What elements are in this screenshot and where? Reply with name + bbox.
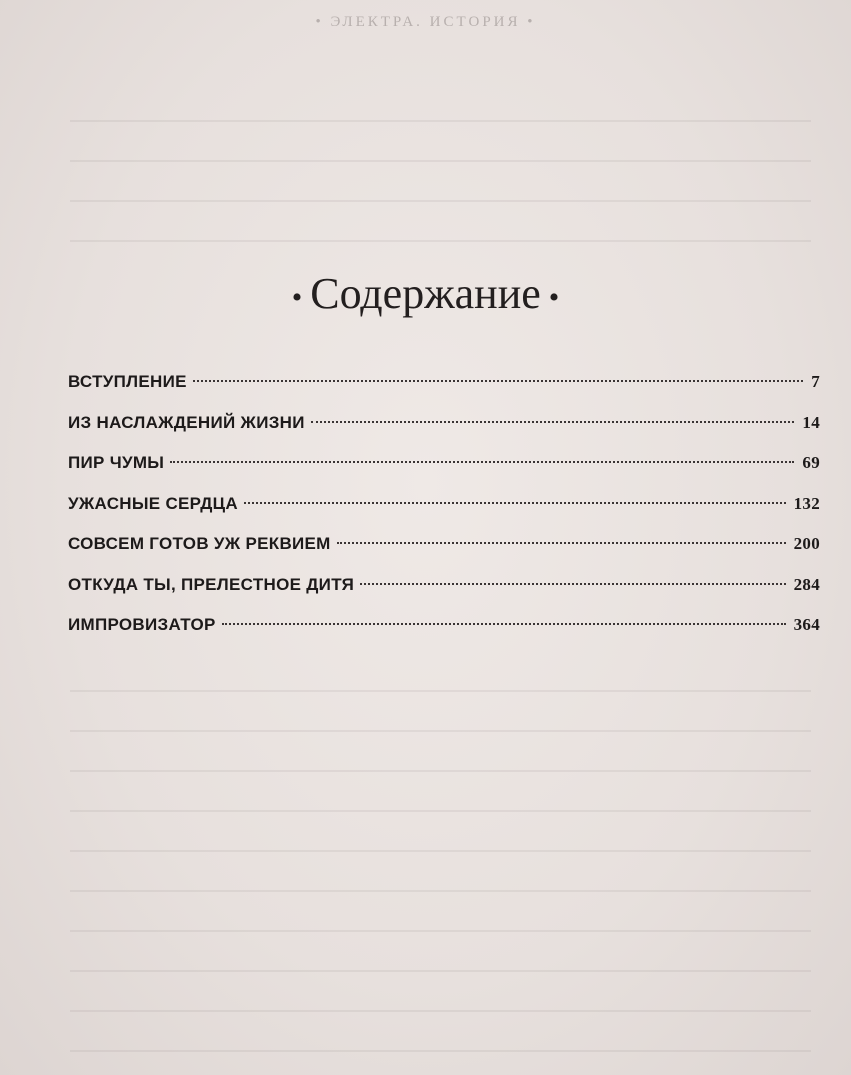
toc-entry-page: 132: [793, 493, 820, 513]
toc-entry[interactable]: [68, 413, 820, 454]
bleed-through-line: [70, 160, 811, 162]
toc-entry[interactable]: [68, 575, 820, 616]
bleed-through-line: [70, 930, 811, 932]
running-head: • ЭЛЕКТРА. ИСТОРИЯ •: [315, 14, 536, 30]
toc-leader-dots: [337, 542, 786, 544]
toc-entry-title: ОТКУДА ТЫ, ПРЕЛЕСТНОЕ ДИТЯ: [68, 574, 355, 594]
bleed-through-line: [70, 200, 811, 202]
toc-entry-title: ИМПРОВИЗАТОР: [68, 615, 216, 634]
page-title-text: Содержание: [310, 269, 541, 318]
toc-leader-dots: [170, 461, 794, 463]
toc-entry[interactable]: [68, 534, 820, 575]
toc-leader-dots: [360, 583, 785, 585]
toc-entry-title: УЖАСНЫЕ СЕРДЦА: [68, 493, 238, 513]
toc-entry-page: 200: [793, 534, 820, 553]
bleed-through-line: [70, 850, 811, 852]
title-bullet-right: •: [548, 280, 560, 314]
toc-entry-page: 14: [802, 412, 820, 432]
toc-leader-dots: [193, 380, 803, 382]
toc-entry-page: 284: [793, 574, 820, 594]
bleed-through-line: [70, 1050, 811, 1052]
bleed-through-line: [70, 770, 811, 772]
toc-entry-title: ИЗ НАСЛАЖДЕНИЙ ЖИЗНИ: [68, 412, 305, 432]
toc-entry-page: 69: [802, 453, 820, 472]
bleed-through-line: [70, 240, 811, 242]
title-bullet-left: •: [291, 280, 303, 314]
toc-leader-dots: [222, 623, 786, 625]
bleed-through-line: [70, 810, 811, 812]
toc-entry[interactable]: [68, 453, 820, 494]
toc-entry-page: 7: [811, 372, 820, 391]
toc-entry[interactable]: [68, 615, 820, 656]
toc-entry-page: 364: [793, 615, 820, 634]
toc-entry[interactable]: [68, 494, 820, 535]
bleed-through-line: [70, 120, 811, 122]
toc-leader-dots: [244, 502, 786, 504]
toc-entry-title: СОВСЕМ ГОТОВ УЖ РЕКВИЕМ: [68, 534, 331, 553]
bleed-through-line: [70, 970, 811, 972]
toc-entry-title: ВСТУПЛЕНИЕ: [68, 372, 187, 391]
bleed-through-line: [70, 890, 811, 892]
bleed-through-line: [70, 730, 811, 732]
toc-entry-title: ПИР ЧУМЫ: [68, 453, 165, 472]
toc-entry[interactable]: [68, 372, 820, 413]
table-of-contents: [68, 372, 820, 656]
page-title: [0, 268, 851, 319]
bleed-through-line: [70, 690, 811, 692]
bleed-through-line: [70, 1010, 811, 1012]
toc-leader-dots: [311, 421, 795, 423]
